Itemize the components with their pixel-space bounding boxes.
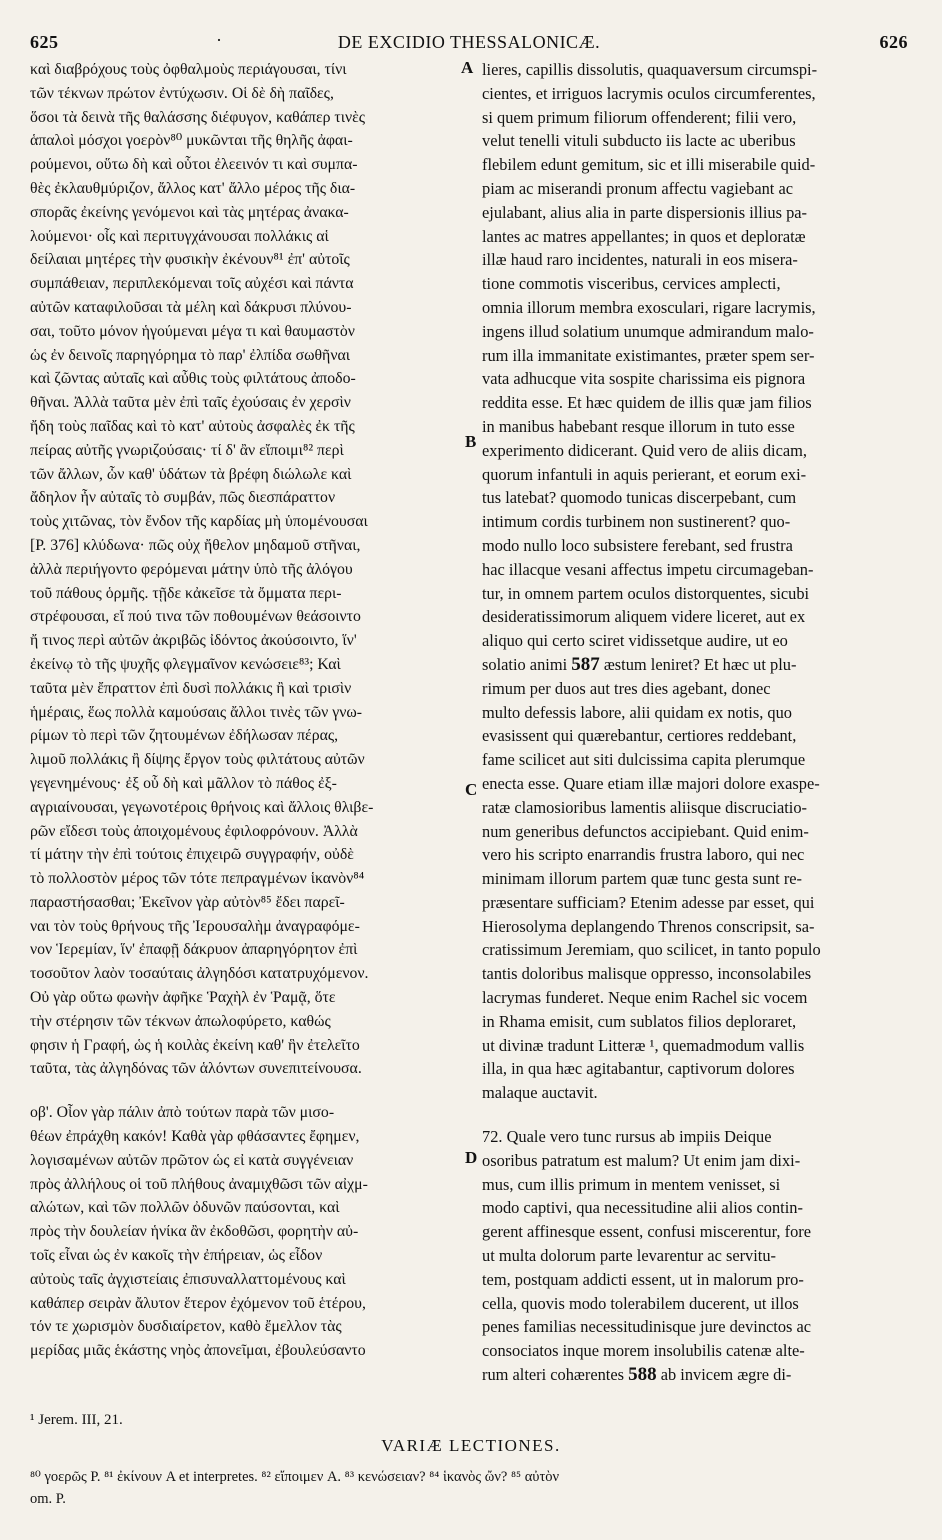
text-line: vata adhucque vita sospite charissima eis pignora xyxy=(482,369,806,389)
text-line: σαι, τοῦτο μόνον ἡγούμεναι μέγα τι καὶ θαυμαστὸν xyxy=(30,322,355,340)
text-line: πρὸς ἀλλήλους οἱ τοῦ πλήθους ἀναμιχθῶσι τῶν αἰχμ- xyxy=(30,1175,368,1193)
text-line: lieres, capillis dissolutis, quaquaversum circumspi- xyxy=(482,60,818,79)
text-line: malaque auctavit. xyxy=(482,1083,598,1103)
text-line: illa, in qua hæc agitabantur, captivorum dolores xyxy=(482,1059,795,1079)
text-line: illæ haud raro incidentes, naturali in eos misera- xyxy=(482,250,798,270)
text-line: hac illacque vesani affectus impetu circumageban- xyxy=(482,559,814,579)
text-line: cientes, et irriguos lacrymis oculos circumferentes, xyxy=(482,83,816,103)
header-dot: · xyxy=(216,30,223,50)
text-line: καθάπερ σειρὰν ἄλυτον ἕτερον ἐχόμενον τοῦ ἑτέρου, xyxy=(30,1294,366,1312)
text-line: καὶ ζῶντας αὐταῖς καὶ αὖθις τοὺς φιλτάτους ἀποδο- xyxy=(30,370,356,388)
text-line: αὐτοὺς ταῖς ἀγχιστείαις ἐπισυναλλαττομένους καὶ xyxy=(30,1270,346,1288)
latin-last-line-a: rum alteri cohærentes xyxy=(482,1365,625,1385)
text-line-part: æstum leniret? Et hæc ut plu- xyxy=(603,654,797,674)
text-line: στρέφουσαι, εἴ πού τινα τῶν ποθουμένων θεάσοιντο xyxy=(30,608,361,626)
text-line: ut multa dolorum parte levarentur ac servitu- xyxy=(482,1246,777,1266)
text-line: νον Ἱερεμίαν, ἵν' ἐπαφῇ δάκρυον ἀπαρηγόρητον ἐπὶ xyxy=(30,941,358,959)
text-line: δείλαιαι μητέρες τὴν φυσικὴν ἐκένουν⁸¹ ἐπ' αὐτοῖς xyxy=(30,251,350,269)
text-line: λιμοῦ πολλάκις ἢ δίψης ἔργον τοὺς φιλτάτους αὐτῶν xyxy=(30,751,365,769)
text-line: πείρας αὐτῆς γνωριζούσαις· τί δ' ἂν εἴποιμι⁸² περὶ xyxy=(30,441,344,459)
text-line: ναι τὸν τοὺς θρήνους τῆς Ἰερουσαλὴμ ἀναγραφόμε- xyxy=(30,917,360,935)
text-line: Οὐ γὰρ οὕτω φωνὴν ἀφῆκε Ῥαχὴλ ἐν Ῥαμᾷ, ὅτε xyxy=(30,989,336,1007)
text-line: τὸ πολλοστὸν μέρος τῶν τότε πεπραγμένων ἱκανὸν⁸⁴ xyxy=(30,870,365,888)
text-line: τὴν στέρησιν τῶν τέκνων ἀπωλοφύρετο, καθώς xyxy=(30,1012,331,1030)
text-line: num generibus defunctos accipiebant. Quid enim- xyxy=(482,821,809,841)
text-line: καὶ διαβρόχους τοὺς ὀφθαλμοὺς περιάγουσαι, τίνι xyxy=(30,61,347,78)
text-line: τοῦ πάθους ὁρμῆς. τῇδε κἀκεῖσε τὰ ὄμματα περι- xyxy=(30,584,342,602)
text-line: tione commotis visceribus, cervices amplecti, xyxy=(482,274,781,294)
margin-marker-b: B xyxy=(465,432,477,451)
variant-line: ⁸⁰ γοερῶς P. ⁸¹ ἐκίνουν A et interpretes. ⁸² εἴποιμεν A. ⁸³ κενώσειαν? ⁸⁴ ἱκανὸς ὤν? ⁸⁵ αὐτὸν xyxy=(30,1469,560,1485)
text-line: ἄδηλον ἦν αὐταῖς τὸ συμβάν, πῶς διεσπάραττον xyxy=(30,489,336,507)
running-title: DE EXCIDIO THESSALONICÆ. xyxy=(337,32,601,52)
text-line: ἡμέραις, ἕως πολλὰ καμούσαις ἄλλοι τινὲς τῶν γνω- xyxy=(30,703,363,721)
text-line: σπορᾶς ἐκείνης γενόμενοι καὶ τὰς μητέρας ἀνακα- xyxy=(30,203,349,221)
text-line: παραστήσασθαι; Ἐκεῖνον γὰρ αὐτὸν⁸⁵ ἔδει παρεῖ- xyxy=(30,893,345,911)
text-line xyxy=(482,653,912,677)
text-line: αλώτων, καὶ τῶν πολλῶν ὀδυνῶν παύσονται, καὶ xyxy=(30,1199,340,1217)
text-line: intimum cordis turbinem non sustinerent? quo- xyxy=(482,512,791,532)
margin-marker-a: A xyxy=(461,58,474,77)
text-line: ut divinæ tradunt Litteræ ¹, quemadmodum vallis xyxy=(482,1035,805,1055)
text-line: rum illa immanitate existimantes, præter spem ser- xyxy=(482,345,815,365)
text-line: desideratissimorum aliquem videre liceret, aut ex xyxy=(482,607,806,627)
text-line: in manibus habebant resque illorum in tuto esse xyxy=(482,416,795,436)
latin-last-line xyxy=(482,1363,912,1387)
text-line-part: solatio animi xyxy=(482,654,568,674)
text-line: τοσοῦτον λαὸν τοσαύταις ἀλγηδόσι κατατρυχόμενον. xyxy=(30,965,369,983)
margin-marker-d: D xyxy=(465,1148,478,1167)
text-line: multo defessis labore, alii quidam ex notis, quo xyxy=(482,702,793,722)
text-line: ingens illud solatium unumque admirandum malo- xyxy=(482,321,814,341)
page-number-left: 625 xyxy=(30,32,59,52)
greek-paragraph-1 xyxy=(30,58,468,1081)
text-line: 72. Quale vero tunc rursus ab impiis Deique xyxy=(482,1127,772,1147)
text-line: modo nullo loco subsistere ferebant, sed frustra xyxy=(482,535,793,555)
variae-lectiones-title: VARIÆ LECTIONES. xyxy=(381,1436,561,1455)
text-line: θέων ἐπράχθη κακόν! Καθὰ γὰρ φθάσαντες ἔφημεν, xyxy=(30,1128,360,1146)
text-line: evasissent qui quærebantur, certiores reddebant, xyxy=(482,726,797,746)
text-line: consociatos inque morem insolubilis catenæ alte- xyxy=(482,1341,805,1361)
text-line: τῶν ἄλλων, ὧν καθ' ὑδάτων τὰ βρέφη διώλωλε καὶ xyxy=(30,465,352,483)
text-line: cella, quovis modo tolerabilem ducerent, ut illos xyxy=(482,1293,799,1313)
text-line: penes familias necessitudinisque jure devinctos ac xyxy=(482,1317,812,1337)
text-line: ρίμων τὸ περὶ τῶν ζητουμένων ἐδήλωσαν πέρας, xyxy=(30,727,339,745)
latin-column xyxy=(482,58,912,1387)
text-line: experimento didicerant. Quid vero de aliis dicam, xyxy=(482,440,807,460)
text-line: minimam illorum partem quæ tunc gesta sunt re- xyxy=(482,869,803,889)
text-line: tur, in omnem partem oculos distorquentes, sicubi xyxy=(482,583,810,603)
variant-line: om. P. xyxy=(30,1491,66,1507)
text-line: lantes ac matres appellantes; in quos et deploratæ xyxy=(482,226,806,246)
column-number-588: 588 xyxy=(628,1364,657,1386)
text-line: omnia illorum membra exosculari, rigare lacrymis, xyxy=(482,297,816,317)
text-line: flebilem edunt gemitum, sic et illi miserabile quid- xyxy=(482,155,816,175)
text-line: φησιν ἡ Γραφή, ὡς ἡ κοιλὰς ἐκείνη καθ' ἣν ἐτελεῖτο xyxy=(30,1036,360,1054)
text-line: ταῦτα, τὰς ἀλγηδόνας τῶν ἁλόντων συνεπιτείνουσα. xyxy=(30,1060,362,1078)
text-line: μερίδας μιᾶς ἑκάστης νηὸς ἀπονεῖμαι, ἐβουλεύσαντο xyxy=(30,1342,366,1360)
latin-paragraph-1 xyxy=(482,58,912,1105)
text-line: ejulabant, alius alia in parte dispersionis illius pa- xyxy=(482,202,808,222)
text-line: τί μάτην τὴν ἐπὶ τούτοις ἐπιχειρῶ συγγραφήν, οὐδὲ xyxy=(30,846,354,864)
text-line: θῆναι. Ἀλλὰ ταῦτα μὲν ἐπὶ ταῖς ἐχούσαις ἐν χερσὶν xyxy=(30,394,351,412)
text-line: tantis doloribus malisque oppresso, inconsolabiles xyxy=(482,964,812,984)
text-line: aliquo qui certo sciret vidissetque audire, ut eo xyxy=(482,631,788,651)
text-line: [P. 376] κλύδωνα· πῶς οὐχ ἤθελον μηδαμοῦ στῆναι, xyxy=(30,536,361,554)
text-line: οβ'. Οἷον γὰρ πάλιν ἀπὸ τούτων παρὰ τῶν μισο- xyxy=(30,1104,335,1122)
text-line: piam ac miserandi pronum affectu vagiebant ac xyxy=(482,178,793,198)
text-line: reddita esse. Et hæc quidem de illis quæ jam filios xyxy=(482,393,812,413)
text-line: ἤ τινος περὶ αὐτῶν ἀκριβῶς ἰδόντος ἀκούσοιντο, ἵν' xyxy=(30,632,357,650)
text-line: vero his scripto enarrandis frustra laboro, qui nec xyxy=(482,845,805,865)
text-line: ὡς ἐν δεινοῖς παρηγόρημα τὸ παρ' ἐλπίδα σωθῆναι xyxy=(30,346,350,364)
text-line: mus, cum illis primum in mentem venisset, si xyxy=(482,1174,781,1194)
text-line: πρὸς τὴν δουλείαν ἡνίκα ἂν ἐκδοθῶσι, φορητὴν αὐ- xyxy=(30,1223,359,1241)
footnote: ¹ Jerem. III, 21. xyxy=(30,1412,123,1428)
text-line: θὲς ἐκλαυθμύριζον, ἄλλος κατ' ἄλλο μέρος τῆς δια- xyxy=(30,179,356,197)
text-line: ταῦτα μὲν ἔπραττον ἐπὶ δυσὶ πολλάκις ἢ καὶ τρισὶν xyxy=(30,679,352,697)
text-line: ratæ clamosioribus lamentis aliisque discruciatio- xyxy=(482,797,808,817)
text-line: osoribus patratum est malum? Ut enim jam dixi- xyxy=(482,1150,801,1170)
text-line: ἀλλὰ περιήγοντο φερόμεναι μάτην ὑπὸ τῆς ἀλόγου xyxy=(30,560,353,578)
text-line: fame scilicet aut siti dulcissima capita plerumque xyxy=(482,750,806,770)
text-line: quorum infantuli in aquis perierant, et eorum exi- xyxy=(482,464,807,484)
page-header xyxy=(30,32,908,58)
text-line: modo captivi, qua necessitudine alii alios contin- xyxy=(482,1198,803,1218)
latin-paragraph-2 xyxy=(482,1125,912,1363)
text-line: λούμενοι· οἷς καὶ περιτυγχάνουσαι πολλάκις αἱ xyxy=(30,227,329,245)
text-line: lacrymas funderet. Neque enim Rachel sic vocem xyxy=(482,988,808,1008)
text-line: præsentare sufficiam? Etenim adesse par esset, qui xyxy=(482,892,815,912)
text-line: Hierosolyma deplangendo Threnos conscripsit, sa- xyxy=(482,916,815,936)
text-line: tem, postquam addicti essent, ut in malorum pro- xyxy=(482,1269,804,1289)
text-line: rimum per duos aut tres dies agebant, donec xyxy=(482,678,771,698)
text-line: ρῶν εἴδεσι τοὺς ἀποιχομένους ἐφιλοφρόνουν. Ἀλλὰ xyxy=(30,822,358,840)
text-line: λογισαμένων αὐτῶν πρῶτον ὡς εἰ κατὰ συγγένειαν xyxy=(30,1151,354,1169)
text-line: ρούμενοι, οὕτω δὴ καὶ οὗτοι ἐλεεινόν τι καὶ συμπα- xyxy=(30,156,358,174)
text-line: cratissimum Jeremiam, quo scilicet, in tanto populo xyxy=(482,940,821,960)
text-line: ὅσοι τὰ δεινὰ τῆς θαλάσσης διέφυγον, καθάπερ τινὲς xyxy=(30,108,366,126)
text-line: ἤδη τοὺς παῖδας καὶ τὸ κατ' αὐτοὺς ἀσφαλὲς ἐκ τῆς xyxy=(30,417,355,435)
variant-readings xyxy=(30,1466,910,1510)
greek-column xyxy=(30,58,468,1363)
latin-last-line-b: ab invicem ægre di- xyxy=(660,1365,792,1385)
text-line: αγριαίνουσαι, γεγωνοτέροις θρήνοις καὶ ἄλλοις θλιβε- xyxy=(30,798,374,816)
text-line: συμπάθειαν, περιπλεκόμεναι τοῖς αὐχέσι καὶ πάντα xyxy=(30,275,354,293)
text-line: gerent affinesque essent, confusi miscerentur, fore xyxy=(482,1222,812,1242)
text-line: αὐτῶν καταφιλοῦσαι τὰ μέλη καὶ δάκρυσι πλύνου- xyxy=(30,298,352,316)
text-line: τῶν τέκνων πρώτον ἐντύχωσιν. Οἱ δὲ δὴ παῖδες, xyxy=(30,84,334,102)
greek-paragraph-2 xyxy=(30,1101,468,1363)
text-line: ἐκείνῳ τὸ τῆς ψυχῆς φλεγμαῖνον κενώσειε⁸³; Καὶ xyxy=(30,655,341,673)
text-line: ἁπαλοὶ μόσχοι γοερὸν⁸⁰ μυκῶνται τῆς θηλῆς ἀφαι- xyxy=(30,132,353,150)
text-line: τόν τε χωρισμὸν δυσδιαίρετον, καθὸ ἔμελλον τὰς xyxy=(30,1318,342,1336)
text-line: si quem primum filiorum offenderent; filii vero, xyxy=(482,107,797,127)
text-line: τοὺς χιτῶνας, τὸν ἔνδον τῆς καρδίας μὴ ὑπομένουσαι xyxy=(30,513,368,531)
margin-marker-c: C xyxy=(465,780,478,799)
text-line: tus latebat? quomodo tunicas discerpebant, cum xyxy=(482,488,797,508)
text-line: enecta esse. Quare etiam illæ majori dolore exaspe- xyxy=(482,773,820,793)
column-number-587: 587 xyxy=(571,653,600,675)
text-line: in Rhama emisit, cum sublatos filios deploraret, xyxy=(482,1011,797,1031)
text-line: τοῖς εἶναι ὡς ἐν κακοῖς τὴν ἐπήρειαν, ὡς εἶδον xyxy=(30,1247,323,1265)
text-line: velut tenelli vituli subducto iis lacte ac uberibus xyxy=(482,131,796,151)
text-line: γεγενημένους· ἐξ οὗ δὴ καὶ μᾶλλον τὸ πάθος ἐξ- xyxy=(30,774,337,792)
page-number-right: 626 xyxy=(879,32,908,52)
